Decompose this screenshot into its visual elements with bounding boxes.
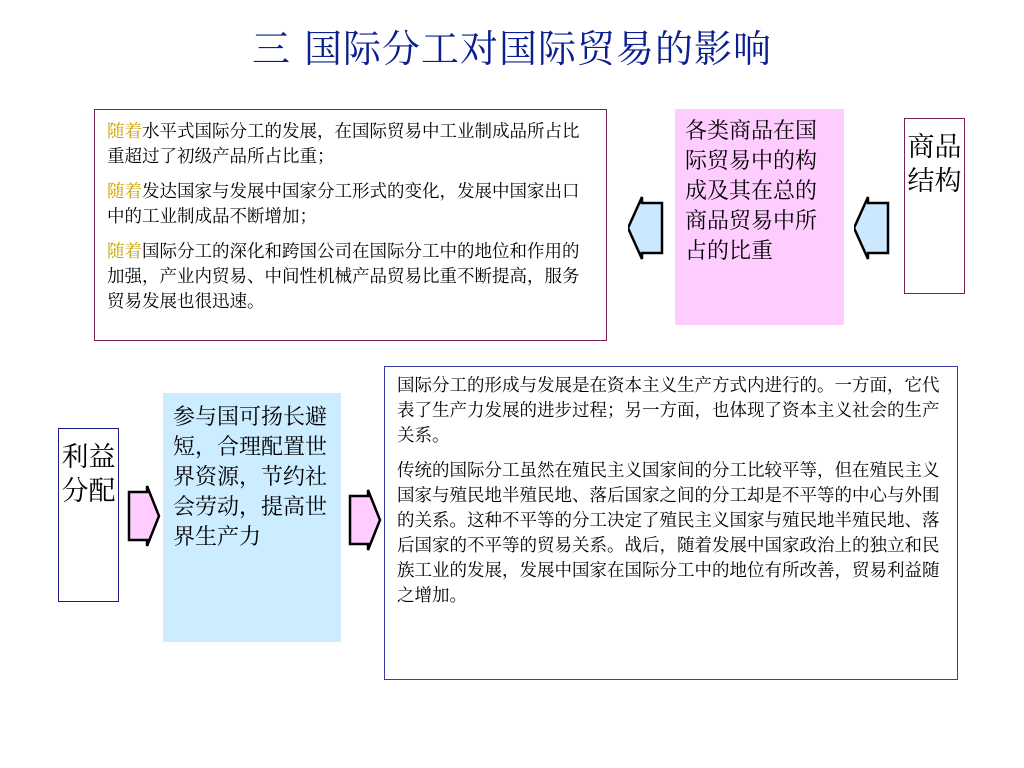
page-title: 三 国际分工对国际贸易的影响 — [251, 27, 773, 71]
history-paragraph-1: 国际分工的形成与发展是在资本主义生产方式内进行的。一方面，它代表了生产力发展的进步过程；另一方面，也体现了资本主义社会的生产关系。 — [397, 376, 940, 446]
reason-keyword: 随着 — [107, 122, 142, 142]
commodity-structure-label: 商品结构 — [904, 118, 965, 294]
reason-paragraph-3 — [107, 240, 594, 315]
reason-text: 国际分工的深化和跨国公司在国际分工中的地位和作用的加强，产业内贸易、中间性机械产品贸易比重不断提高，服务贸易发展也很迅速。 — [107, 242, 580, 312]
reason-paragraph-2 — [107, 180, 594, 230]
reason-paragraph-1 — [107, 120, 594, 170]
left-arrow-icon — [854, 193, 890, 263]
trade-structure-reasons-box — [94, 109, 607, 341]
trade-structure-definition-box: 各类商品在国际贸易中的构成及其在总的商品贸易中所占的比重 — [675, 109, 844, 325]
left-arrow-icon — [628, 193, 664, 263]
right-arrow-icon — [348, 486, 382, 554]
reason-keyword: 随着 — [107, 242, 142, 262]
reason-keyword: 随着 — [107, 182, 142, 202]
history-paragraph-2: 传统的国际分工虽然在殖民主义国家间的分工比较平等，但在殖民主义国家与殖民地半殖民地、落后国家之间的分工却是不平等的中心与外围的关系。这种不平等的分工决定了殖民主义国家与殖民地半殖民地、落后国家的不平等的贸易关系。战后，随着发展中国家政治上的独立和民族工业的发展，发展中国家在国际分工中的地位有所改善，贸易利益随之增加。 — [397, 461, 940, 606]
reason-text: 水平式国际分工的发展，在国际贸易中工业制成品所占比重超过了初级产品所占比重； — [107, 122, 580, 167]
reason-text: 发达国家与发展中国家分工形式的变化，发展中国家出口中的工业制成品不断增加； — [107, 182, 580, 227]
benefit-description-box: 参与国可扬长避短，合理配置世界资源，节约社会劳动，提高世界生产力 — [163, 393, 341, 642]
division-history-box — [384, 366, 958, 680]
benefit-distribution-label: 利益分配 — [58, 428, 119, 602]
right-arrow-icon — [127, 482, 161, 550]
